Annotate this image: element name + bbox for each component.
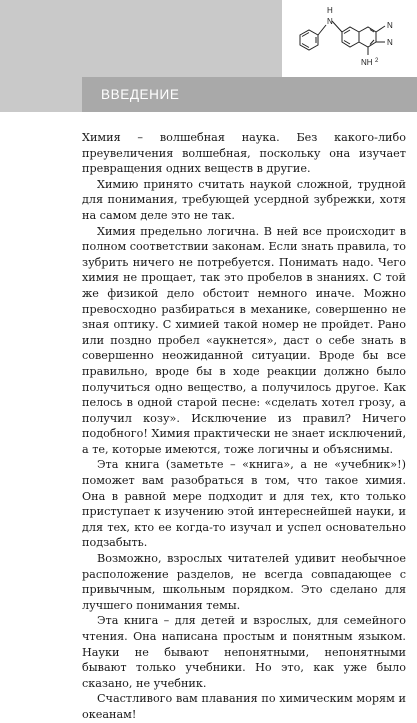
paragraph: Возможно, взрослых читателей удивит необычное расположение разделов, не всегда совпадающее с привычным, школьным порядком. Это сделано для лучшего понимания темы. [82,552,406,612]
nh-label-h: H [327,6,333,15]
paragraph: Эта книга (заметьте – «книга», а не «учебник»!) поможет вам разобраться в том, что такое химия. Она в равной мере подходит и для тех, кто только приступает к изучению этой интереснейшей науки, и для тех, кто ее когда-то изучал и успел основательно подзабыть. [82,458,406,550]
nitrile-label-1: N [387,21,393,30]
molecule-illustration [286,2,412,74]
amino-label: NH [361,58,373,67]
paragraph: Эта книга – для детей и взрослых, для семейного чтения. Она написана простым и понятным языком. Науки не бывают непонятными, непонятными бывают только учебники. Но это, как уже было сказано, не учебник. [82,614,406,690]
nh-label-n: N [327,17,333,26]
amino-label-sub: 2 [375,58,379,64]
paragraph: Химия предельно логична. В ней все происходит в полном соответствии законам. Если знать правила, то зубрить ничего не потребуется. Понимать надо. Чего химия не прощает, так это пробелов в знаниях. С той же физикой дело обстоит немного иначе. Можно превосходно разбираться в механике, совершенно не зная оптику. С химией такой номер не пройдет. Рано или поздно пробел «аукнется», даст о себе знать в совершенно неожиданной ситуации. Вроде бы все правильно, вроде бы в ходе реакции должно было получиться одно вещество, а получилось другое. Как пелось в одной старой песне: «сделать хотел грозу, а получил козу». Исключение из правил? Ничего подобного! Химия практически не знает исключений, а те, которые имеются, тоже логичны и объяснимы. [82,224,406,456]
paragraph: Химию принято считать наукой сложной, трудной для понимания, требующей усердной зубрежки, хотя на самом деле это не так. [82,177,406,222]
amine-bond [318,25,326,35]
chapter-title: ВВЕДЕНИЕ [101,87,180,102]
paragraph: Химия – волшебная наука. Без какого-либо преувеличения волшебная, поскольку она изучает превращения одних веществ в другие. [82,131,406,176]
nitrile-bond-1 [376,26,385,32]
naphthalene-right-ring [359,27,376,47]
paragraph: Счастливого вам плавания по химическим морям и океанам! [82,692,406,721]
naphthalene-left-ring [342,27,359,47]
body-text [82,130,406,723]
nitrile-label-2: N [387,38,393,47]
